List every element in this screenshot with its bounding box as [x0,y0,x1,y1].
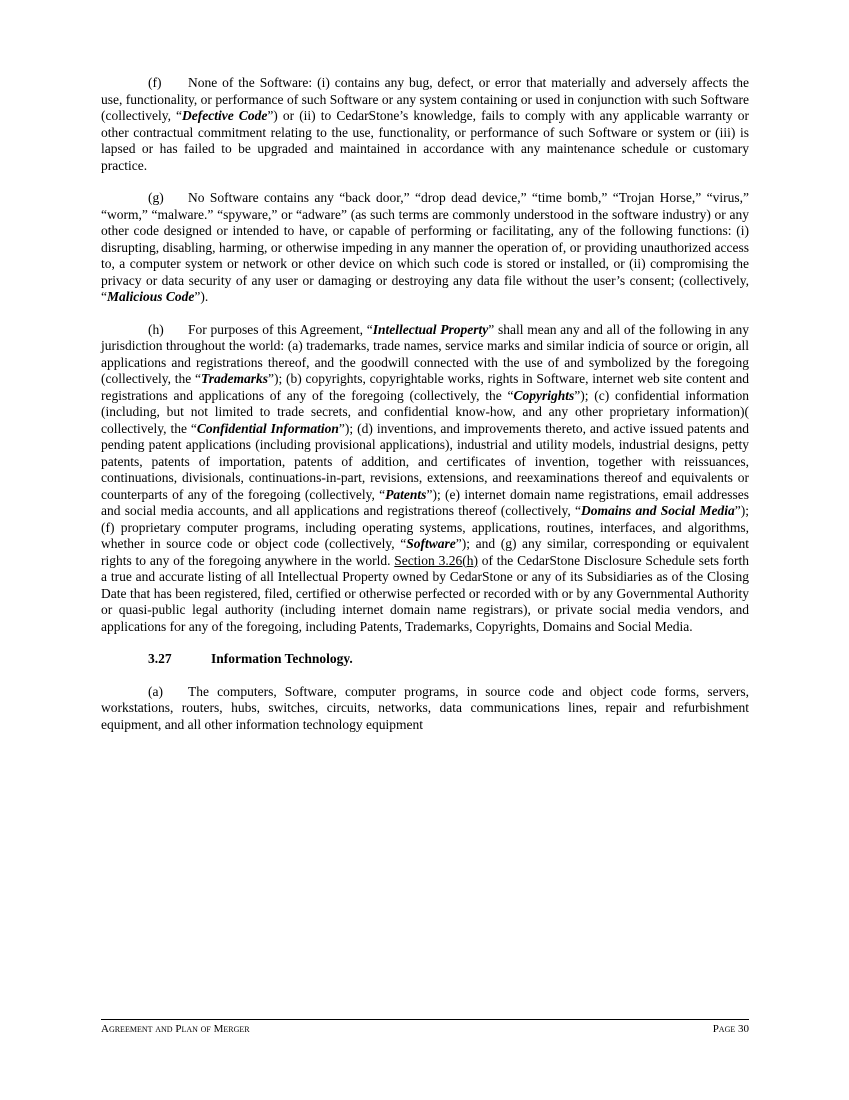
defined-term: Confidential Information [196,420,339,436]
defined-term: Software [406,536,456,551]
defined-term: Copyrights [513,387,575,403]
paragraph-label: (f) [148,75,162,90]
document-body [101,75,749,733]
defined-term: Patents [385,486,427,502]
section-heading [148,651,749,668]
paragraph-a: (a) The computers, Software, computer programs, in source code and object code forms, servers, workstations, routers, hubs, switches, circuits, networks, data communications lines, repair and refurbishment equipment, and all other information technology equipment [101,683,749,732]
section-reference: Section 3.26(h) [394,552,478,568]
paragraph-h: (h) For purposes of this Agreement, “Intellectual Property” shall mean any and all of the following in any jurisdiction throughout the world: (a) trademarks, trade names, service marks and similar indicia of source or origin, all applications and registrations thereof, and the goodwill connected with the use of and symbolized by the foregoing (collectively, the “Trademarks”); (b) copyrights, copyrightable works, rights in Software, internet web site content and registrations and applications of any of the foregoing (collectively, the “Copyrights”); (c) confidential information (including, but not limited to trade secrets, and confidential know-how, and any other proprietary information)( collectively, the “Confidential Information”); (d) inventions, and improvements thereto, and active issued patents and pending patent applications (including provisional applications), industrial and utility models, industrial designs, petty patents, patents of importation, patents of addition, and certificates of invention, together with reissuances, continuations, divisionals, continuations-in-part, revisions, extensions, and reexaminations thereof and equivalents or counterparts of any of the foregoing (collectively, “Patents”); (e) internet domain name registrations, email addresses and social media accounts, and all applications and registrations thereof (collectively, “Domains and Social Media”); (f) proprietary computer programs, including operating systems, applications, routines, interfaces, and algorithms, whether in source code or object code (collectively, “Software”); and (g) any similar, corresponding or equivalent rights to any of the foregoing anywhere in the world. Section 3.26(h) of the CedarStone Disclosure Schedule sets forth a true and accurate listing of all Intellectual Property owned by CedarStone or any of its Subsidiaries as of the Closing Date that has been registered, filed, certified or otherwise perfected or recorded with or by any Governmental Authority or quasi-public legal authority (including internet domain name registrars), or private social media vendors, and applications for any of the foregoing, including Patents, Trademarks, Copyrights, Domains and Social Media. [101,321,750,634]
defined-term: Defective Code [182,108,268,123]
paragraph-label: (h) [148,321,164,337]
page-footer [101,1019,749,1035]
defined-term: Malicious Code [107,289,195,304]
section-title: Information Technology. [211,651,353,666]
defined-term: Domains and Social Media [580,503,735,518]
section-number: 3.27 [148,651,172,666]
paragraph-f: (f) None of the Software: (i) contains any bug, defect, or error that materially and adversely affects the use, functionality, or performance of such Software or any system containing or used in conjunction with such Software (collectively, “Defective Code”) or (ii) to CedarStone’s knowledge, fails to comply with any applicable warranty or other contractual commitment relating to the use, functionality, or performance of such Software or system or (iii) is lapsed or has failed to be upgraded and maintained in accordance with any maintenance schedule or customary practice. [101,75,749,173]
paragraph-g: (g) No Software contains any “back door,” “drop dead device,” “time bomb,” “Trojan Horse,” “virus,” “worm,” “malware.” “spyware,” or “adware” (as such terms are commonly understood in the software industry) or any other code designed or intended to have, or capable of performing or facilitating, any of the following functions: (i) disrupting, disabling, harming, or otherwise impeding in any manner the operation of, or providing unauthorized access to, a computer system or network or other device on which such code is stored or installed, or (ii) compromising the privacy or data security of any user or damaging or destroying any data file without the user’s consent; (collectively, “Malicious Code”). [101,190,749,304]
defined-term: Trademarks [200,371,268,386]
defined-term: Intellectual Property [372,321,489,337]
paragraph-label: (a) [148,683,163,699]
paragraph-label: (g) [148,190,164,205]
footer-page-number: Page 30 [712,1023,749,1035]
footer-document-title: Agreement and Plan of Merger [101,1023,250,1035]
